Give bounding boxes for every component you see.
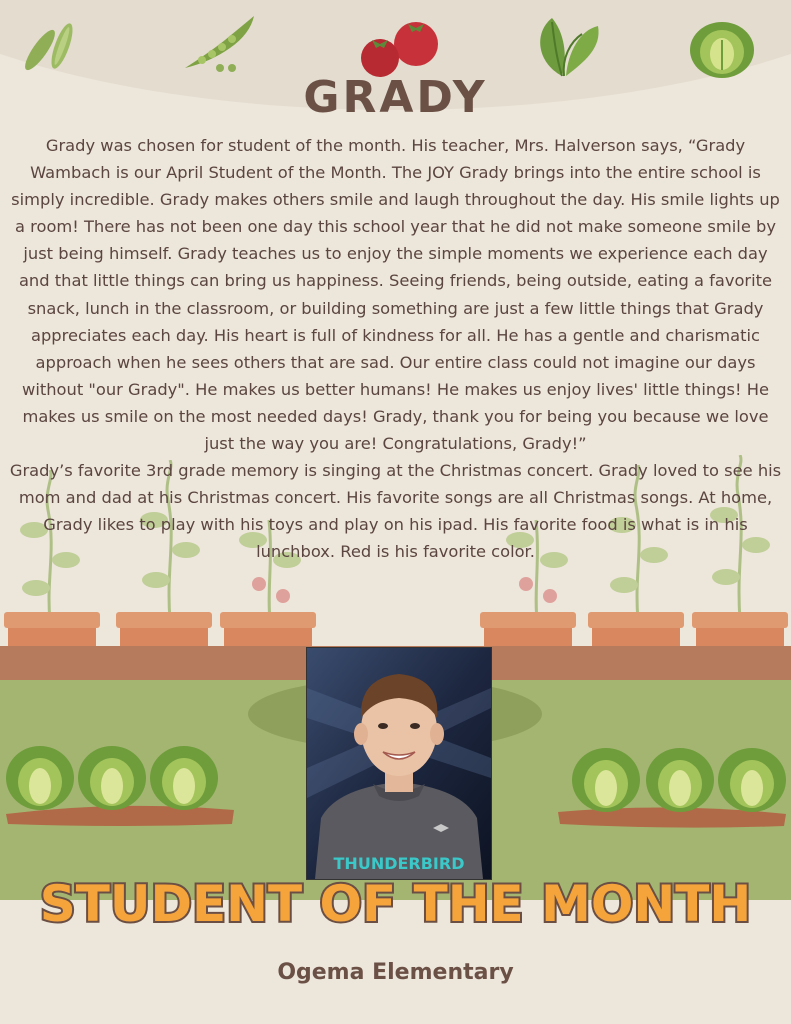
student-of-the-month-banner: STUDENT OF THE MONTH: [39, 875, 752, 933]
spinach-icon: [532, 12, 604, 78]
flower-pot-rim: [116, 612, 212, 628]
cucumber-icon: [20, 16, 82, 76]
article-paragraph: Grady was chosen for student of the month. His teacher, Mrs. Halverson says, “Grady Wambach is our April Student of the Month. The JOY Grady brings into the entire school is simply incredible. Grady makes others smile and laugh throughout the day. His smile lights up a room! There has not been one day this school year that he did not make someone smile by just being himself. Grady teaches us to enjoy the simple moments we experience each day and that little things can bring us happiness. Seeing friends, being outside, eating a favorite snack, lunch in the classroom, or building something are just a few little things that Grady appreciates each day. His heart is full of kindness for all. He has a gentle and charismatic approach when he sees others that are sad. Our entire class could not imagine our days without "our Grady". He makes us better humans! He makes us enjoy lives' little things! He makes us smile on the most needed days! Grady, thank you for being you because we love just the way you are! Congratulations, Grady!”: [11, 136, 780, 454]
lettuce-icon: [688, 12, 756, 80]
flower-pot-rim: [692, 612, 788, 628]
lettuce-bed-icon: [4, 738, 236, 828]
peas-icon: [180, 12, 260, 74]
flower-pot-rim: [588, 612, 684, 628]
article-body: [8, 132, 783, 566]
student-photo: [306, 647, 492, 880]
flower-pot-rim: [4, 612, 100, 628]
flower-pot-rim: [480, 612, 576, 628]
school-name: Ogema Elementary: [277, 960, 514, 985]
shirt-text: THUNDERBIRD: [333, 854, 465, 873]
flower-pot-rim: [220, 612, 316, 628]
student-name-title: GRADY: [303, 72, 488, 123]
article-paragraph: Grady’s favorite 3rd grade memory is singing at the Christmas concert. Grady loved to see his mom and dad at his Christmas concert. His favorite songs are all Christmas songs. At home, Grady likes to play with his toys and play on his ipad. His favorite food is what is in his lunchbox. Red is his favorite color.: [9, 461, 782, 562]
lettuce-bed-icon: [556, 740, 788, 830]
